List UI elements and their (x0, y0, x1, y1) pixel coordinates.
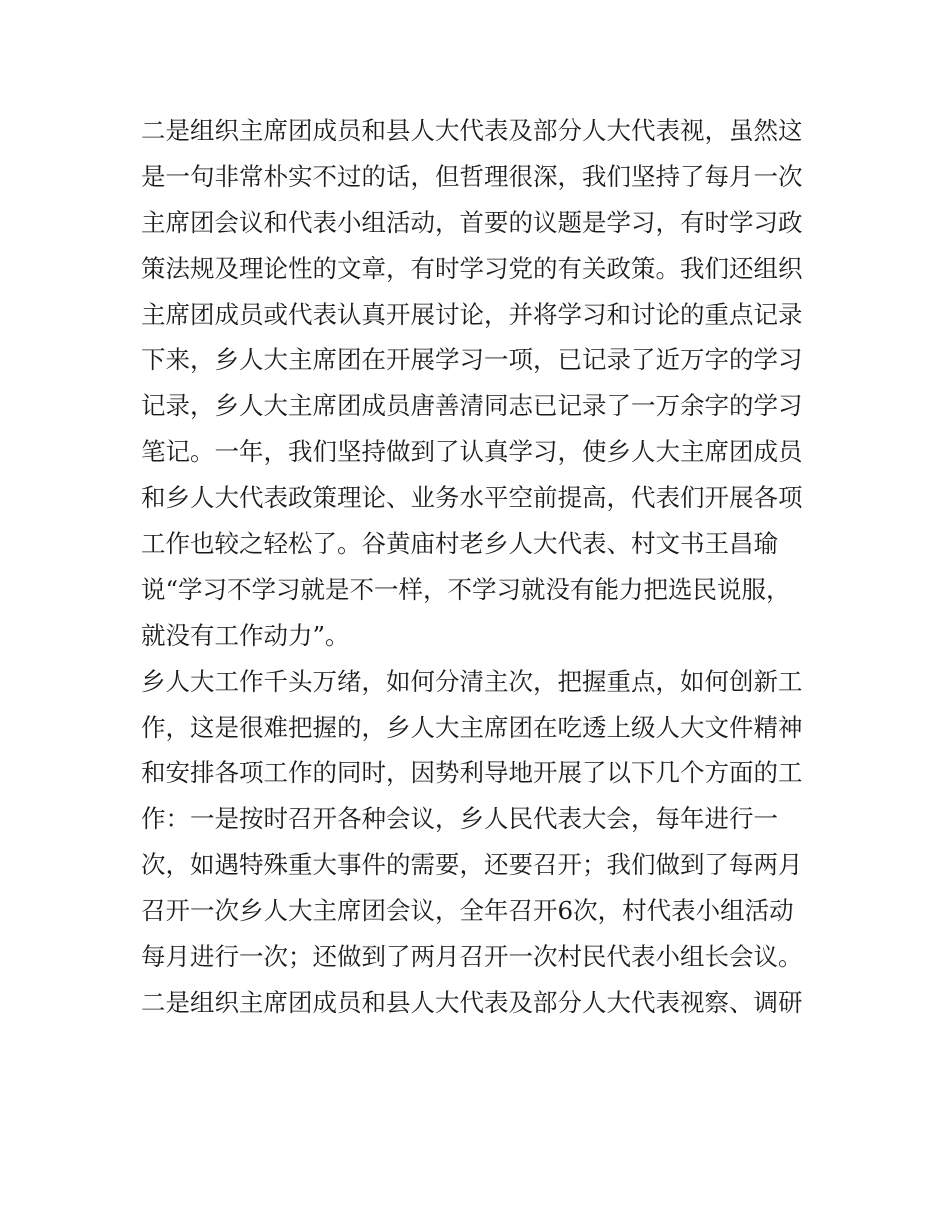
text-line: 每月进行一次；还做到了两月召开一次村民代表小组长会议。 (141, 942, 803, 972)
text-line: 二是组织主席团成员和县人大代表及部分人大代表视，虽然这 (141, 116, 803, 145)
text-line: 和乡人大代表政策理论、业务水平空前提高，代表们开展各项 (141, 483, 803, 513)
text-line: 作，这是很难把握的，乡人大主席团在吃透上级人大文件精神 (141, 712, 803, 742)
text-line: 工作也较之轻松了。谷黄庙村老乡人大代表、村文书王昌瑜 (141, 529, 778, 559)
document-body (141, 108, 821, 1026)
text-line: 就没有工作动力”。 (141, 620, 350, 650)
text-line: 笔记。一年，我们坚持做到了认真学习，使乡人大主席团成员 (141, 437, 803, 467)
text-line: 和安排各项工作的同时，因势利导地开展了以下几个方面的工 (141, 758, 803, 788)
text-line: 下来，乡人大主席团在开展学习一项，已记录了近万字的学习 (141, 345, 803, 375)
text-line: 策法规及理论性的文章，有时学习党的有关政策。我们还组织 (141, 253, 803, 283)
text-line: 召开一次乡人大主席团会议，全年召开6次，村代表小组活动 (141, 896, 794, 926)
text-line: 次，如遇特殊重大事件的需要，还要召开；我们做到了每两月 (141, 850, 803, 880)
text-line: 作：一是按时召开各种会议，乡人民代表大会，每年进行一 (141, 804, 778, 834)
text-line: 说“学习不学习就是不一样，不学习就没有能力把选民说服， (141, 574, 791, 604)
text-line: 二是组织主席团成员和县人大代表及部分人大代表视察、调研 (141, 987, 803, 1017)
text-line: 记录，乡人大主席团成员唐善清同志已记录了一万余字的学习 (141, 391, 803, 421)
text-line: 是一句非常朴实不过的话，但哲理很深，我们坚持了每月一次 (141, 161, 803, 191)
text-line: 乡人大工作千头万绪，如何分清主次，把握重点，如何创新工 (141, 666, 803, 696)
text-line: 主席团成员或代表认真开展讨论，并将学习和讨论的重点记录 (141, 299, 803, 329)
text-line: 主席团会议和代表小组活动，首要的议题是学习，有时学习政 (141, 207, 803, 237)
